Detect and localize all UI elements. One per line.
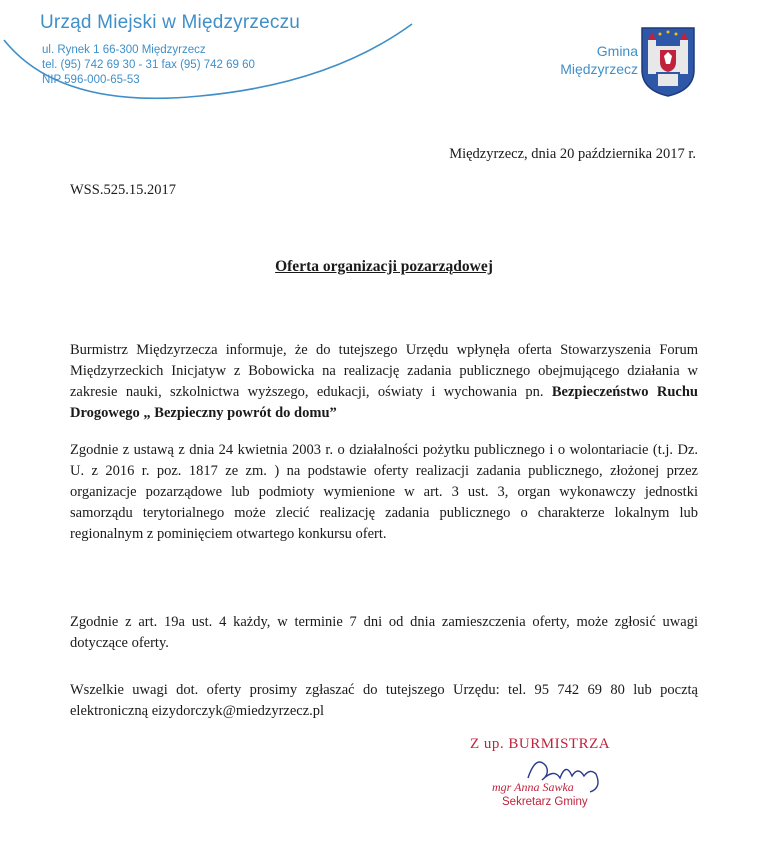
- stamp-authority: Z up. BURMISTRZA: [470, 736, 611, 752]
- paragraph-announcement-text: Burmistrz Międzyrzecza informuje, że do tutejszego Urzędu wpłynęła oferta Stowarzyszenia Forum Międzyrzeckich Inicjatyw z Bobowicka na realizację zadania publicznego obejmującego działania w zakresie nauki, szkolnictwa wyższego, edukacji, oświaty i wychowania pn.: [70, 342, 698, 400]
- office-name: Urząd Miejski w Międzyrzeczu: [40, 12, 301, 33]
- office-address: ul. Rynek 1 66-300 Międzyrzecz: [42, 44, 206, 56]
- office-phone: tel. (95) 742 69 30 - 31 fax (95) 742 69 60: [42, 59, 255, 71]
- office-nip: NIP 596-000-65-53: [42, 74, 140, 86]
- gmina-line-2: Międzyrzecz: [560, 61, 638, 77]
- paragraph-legal-basis: Zgodnie z ustawą z dnia 24 kwietnia 2003 r. o działalności pożytku publicznego i o wolontariacie (t.j. Dz. U. z 2016 r. poz. 1817 ze zm. ) na podstawie oferty realizacji zadania publicznego, złożonej przez organizacje pozarządowe lub podmioty wymienione w art. 3 ust. 3, organ wykonawczy jednostki samorządu terytorialnego może zlecić realizację zadania publicznego o charakterze lokalnym lub regionalnym z pominięciem otwartego konkursu ofert.: [70, 442, 698, 542]
- reference-number: WSS.525.15.2017: [70, 182, 176, 198]
- coat-of-arms-icon: [640, 26, 696, 98]
- gmina-label: [560, 42, 638, 78]
- stamp-position: Sekretarz Gminy: [502, 796, 588, 808]
- task-name: Bezpieczeństwo Ruchu Drogowego „ Bezpieczny powrót do domu”: [70, 384, 698, 421]
- letter-date: Międzyrzecz, dnia 20 października 2017 r.: [449, 146, 696, 162]
- gmina-line-1: Gmina: [596, 43, 638, 59]
- paragraph-contact: Wszelkie uwagi dot. oferty prosimy zgłaszać do tutejszego Urzędu: tel. 95 742 69 80 lub pocztą elektroniczną eizydorczyk@miedzyrzecz.pl: [70, 682, 698, 719]
- paragraph-announcement: [70, 340, 698, 424]
- stamp-signatory: mgr Anna Sawka: [492, 780, 574, 794]
- paragraph-comments-deadline: Zgodnie z art. 19a ust. 4 każdy, w terminie 7 dni od dnia zamieszczenia oferty, może zgłosić uwagi dotyczące oferty.: [70, 614, 698, 651]
- letter-title: Oferta organizacji pozarządowej: [275, 258, 493, 275]
